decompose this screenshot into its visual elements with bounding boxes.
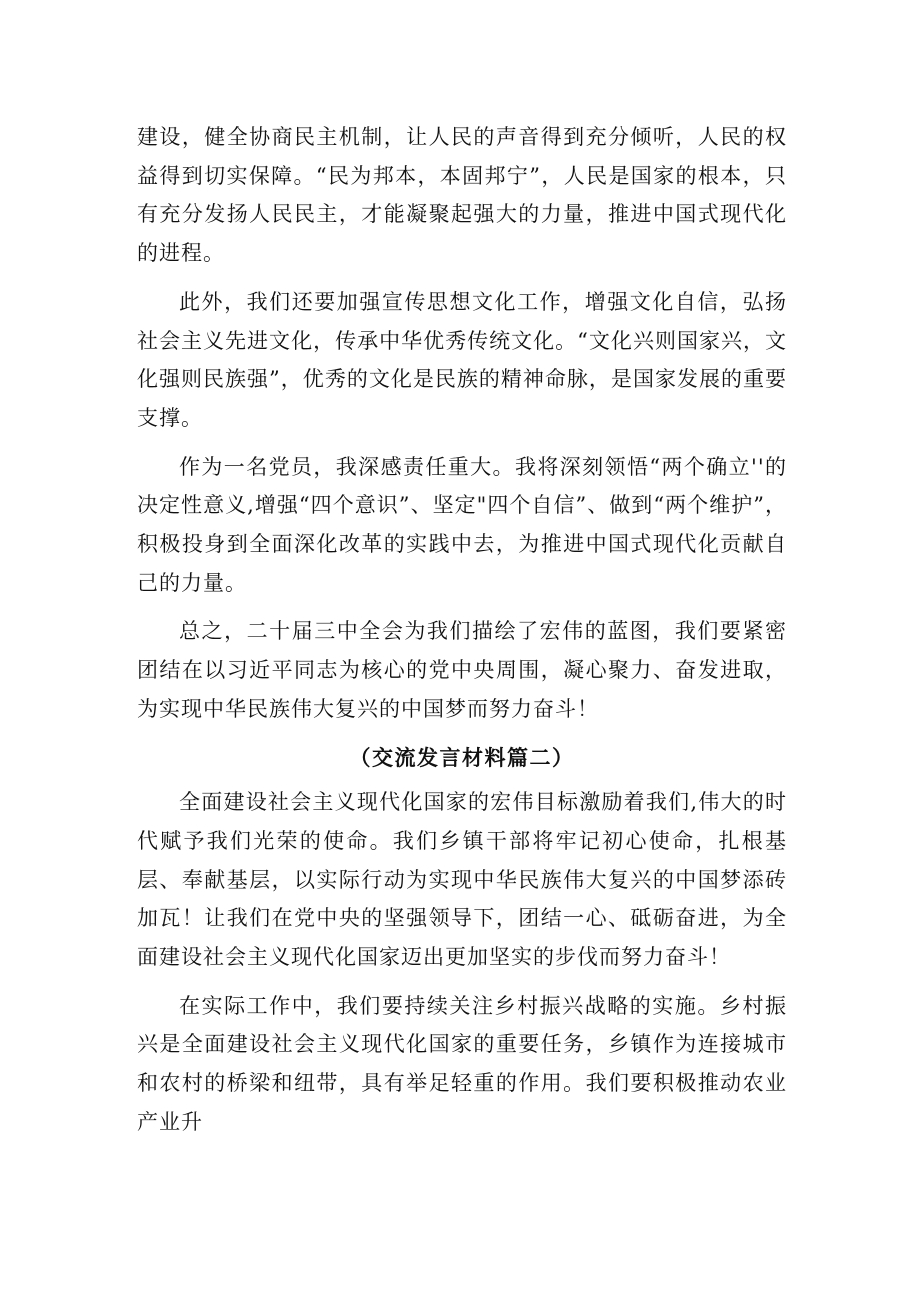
paragraph: 总之，二十届三中全会为我们描绘了宏伟的蓝图，我们要紧密团结在以习近平同志为核心的党中央周围，凝心聚力、奋发进取，为实现中华民族伟大复兴的中国梦而努力奋斗！: [137, 619, 787, 721]
paragraph: 作为一名党员，我深感责任重大。我将深刻领悟“两个确立''的决定性意义,增强“四个意识”、坚定"四个自信”、做到“两个维护”，积极投身到全面深化改革的实践中去，为推进中国式现代化贡献自己的力量。: [137, 454, 787, 595]
paragraph: 此外，我们还要加强宣传思想文化工作，增强文化自信，弘扬社会主义先进文化，传承中华优秀传统文化。“文化兴则国家兴，文化强则民族强”，优秀的文化是民族的精神命脉，是国家发展的重要支撑。: [137, 289, 787, 430]
section-title: （交流发言材料篇二）: [349, 744, 575, 770]
paragraph: 在实际工作中，我们要持续关注乡村振兴战略的实施。乡村振兴是全面建设社会主义现代化国家的重要任务，乡镇作为连接城市和农村的桥梁和纽带，具有举足轻重的作用。我们要积极推动农业产业升: [137, 993, 787, 1134]
paragraph-continued: 建设，健全协商民主机制，让人民的声音得到充分倾听，人民的权益得到切实保障。“民为邦本，本固邦宁”，人民是国家的根本，只有充分发扬人民民主，才能凝聚起强大的力量，推进中国式现代化的进程。: [137, 125, 787, 266]
paragraph: 全面建设社会主义现代化国家的宏伟目标激励着我们,伟大的时代赋予我们光荣的使命。我们乡镇干部将牢记初心使命，扎根基层、奉献基层，以实际行动为实现中华民族伟大复兴的中国梦添砖加瓦！让我们在党中央的坚强领导下，团结一心、砥砺奋进，为全面建设社会主义现代化国家迈出更加坚实的步伐而努力奋斗！: [137, 790, 787, 970]
document-page: [137, 118, 787, 1152]
